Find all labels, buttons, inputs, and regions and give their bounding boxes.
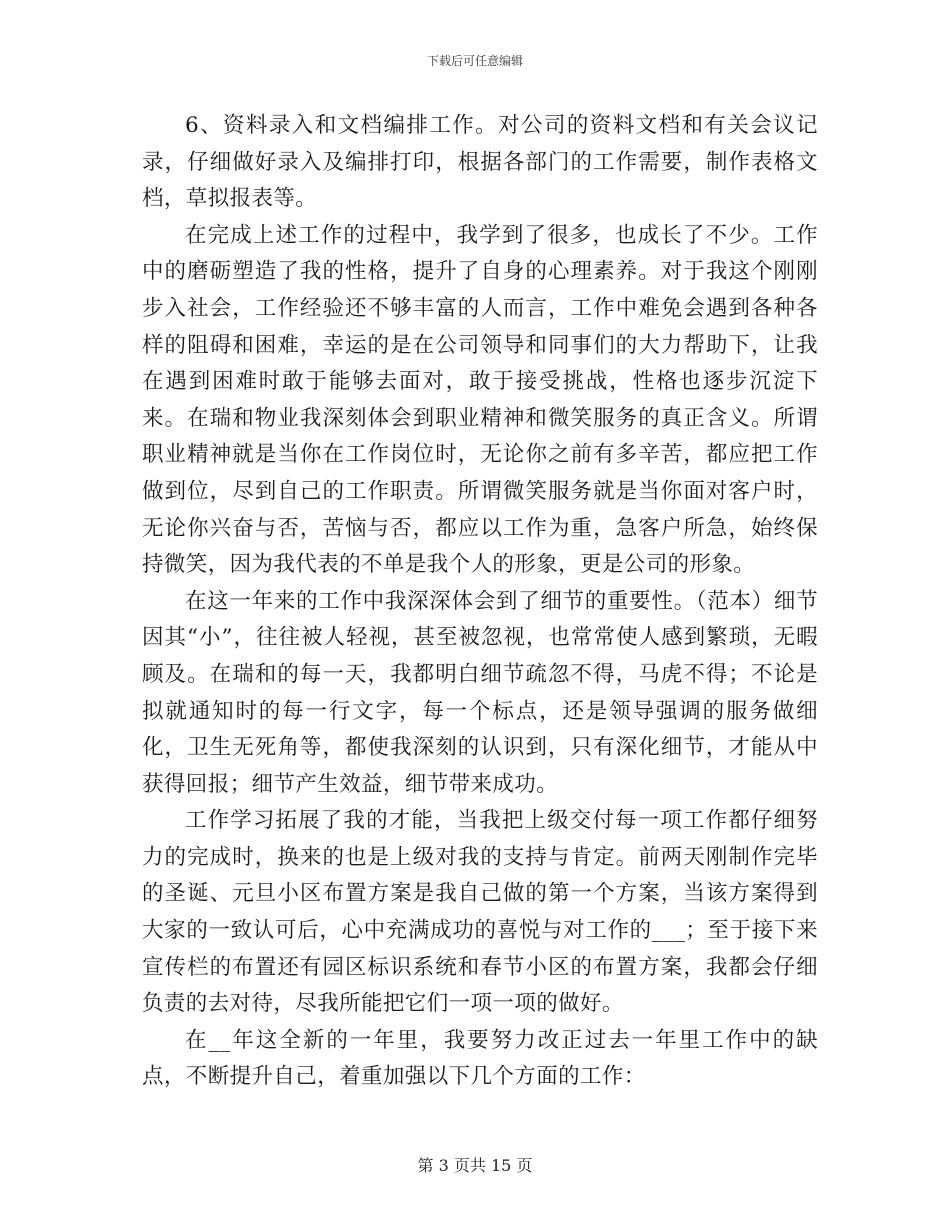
document-body <box>142 108 818 1096</box>
paragraph-details: 在这一年来的工作中我深深体会到了细节的重要性。（范本）细节因其“小”，往往被人轻视，甚至被忽视，也常常使人感到繁琐，无暇顾及。在瑞和的每一天，我都明白细节疏忽不得，马虎不得；不论是拟就通知时的每一行文字，每一个标点，还是领导强调的服务做细化，卫生无死角等，都使我深刻的认识到，只有深化细节，才能从中获得回报；细节产生效益，细节带来成功。 <box>142 588 818 797</box>
paragraph-data-entry: 6、资料录入和文档编排工作。对公司的资料文档和有关会议记录，仔细做好录入及编排打印，根据各部门的工作需要，制作表格文档，草拟报表等。 <box>142 113 818 212</box>
paragraph-abilities: 工作学习拓展了我的才能，当我把上级交付每一项工作都仔细努力的完成时，换来的也是上级对我的支持与肯定。前两天刚制作完毕的圣诞、元旦小区布置方案是我自己做的第一个方案，当该方案得到大家的一致认可后，心中充满成功的喜悦与对工作的___；至于接下来宣传栏的布置还有园区标识系统和春节小区的布置方案，我都会仔细负责的去对待，尽我所能把它们一项一项的做好。 <box>142 808 818 1017</box>
paragraph-growth: 在完成上述工作的过程中，我学到了很多，也成长了不少。工作中的磨砺塑造了我的性格，提升了自身的心理素养。对于我这个刚刚步入社会，工作经验还不够丰富的人而言，工作中难免会遇到各种各样的阻碍和困难，幸运的是在公司领导和同事们的大力帮助下，让我在遇到困难时敢于能够去面对，敢于接受挑战，性格也逐步沉淀下来。在瑞和物业我深刻体会到职业精神和微笑服务的真正含义。所谓职业精神就是当你在工作岗位时，无论你之前有多辛苦，都应把工作做到位，尽到自己的工作职责。所谓微笑服务就是当你面对客户时，无论你兴奋与否，苦恼与否，都应以工作为重，急客户所急，始终保持微笑，因为我代表的不单是我个人的形象，更是公司的形象。 <box>142 222 818 578</box>
page-header: 下载后可任意编辑 <box>426 54 523 68</box>
paragraph-new-year: 在__年这全新的一年里，我要努力改正过去一年里工作中的缺点，不断提升自己，着重加强以下几个方面的工作： <box>142 1027 818 1090</box>
page-number: 第 3 页共 15 页 <box>417 1156 533 1175</box>
